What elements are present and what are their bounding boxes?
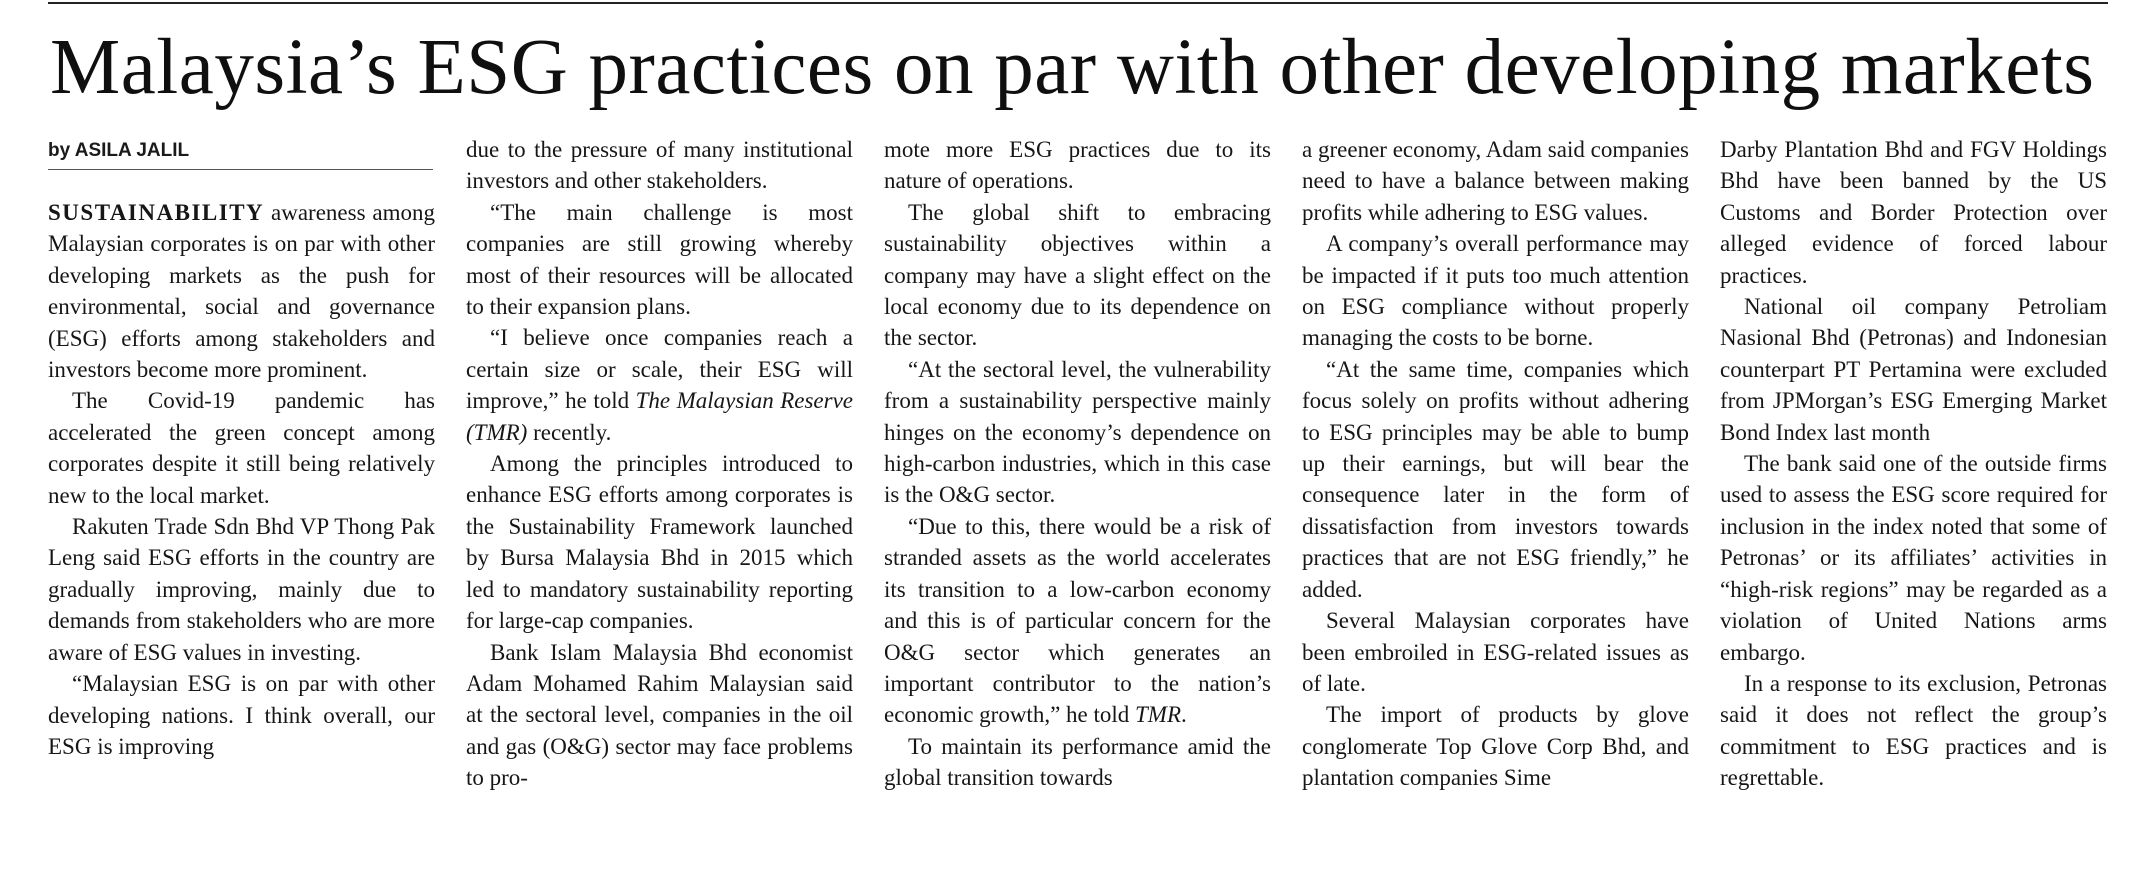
publication-name: The Malaysian Reserve (TMR) [466, 388, 853, 445]
lead-paragraph [48, 197, 435, 385]
byline: by ASILA JALIL [48, 140, 190, 161]
quote-tail: . [1181, 702, 1187, 728]
body-paragraph: The import of products by glove conglomerate Top Glove Corp Bhd, and plantation companies Sime [1302, 702, 1689, 791]
body-paragraph: a greener economy, Adam said companies need to have a balance between making profits while adhering to ESG values. [1302, 137, 1689, 225]
body-paragraph: “At the sectoral level, the vulnerability from a sustainability perspective mainly hinges on the economy’s dependence on high-carbon industries, which in this case is the O&G sector. [884, 356, 1271, 508]
body-paragraph: “Malaysian ESG is on par with other developing nations. I think overall, our ESG is improving [48, 671, 435, 759]
body-paragraph: “The main challenge is most companies are still growing whereby most of their resources will be allocated to their expansion plans. [466, 199, 853, 320]
article-column-2 [466, 134, 853, 794]
top-rule [48, 2, 2108, 4]
body-paragraph: Darby Plantation Bhd and FGV Holdings Bhd have been banned by the US Customs and Border Protection over alleged evidence of forced labour practices. [1720, 137, 2107, 288]
body-paragraph: mote more ESG practices due to its nature of operations. [884, 137, 1271, 194]
byline-rule [48, 169, 433, 170]
quote-text: “I believe once companies reach a certain size or scale, their ESG will improve,” he told [466, 325, 853, 414]
body-paragraph: In a response to its exclusion, Petronas said it does not reflect the group’s commitment to ESG practices and is regrettable. [1720, 670, 2107, 791]
body-paragraph: A company’s overall performance may be impacted if it puts too much attention on ESG compliance without properly managing the costs to be borne. [1302, 231, 1689, 351]
body-paragraph: Rakuten Trade Sdn Bhd VP Thong Pak Leng said ESG efforts in the country are gradually improving, mainly due to demands from stakeholders who are more aware of ESG values in investing. [48, 514, 435, 665]
body-paragraph: Several Malaysian corporates have been embroiled in ESG-related issues as of late. [1302, 608, 1689, 696]
article-column-5 [1720, 134, 2107, 794]
lead-word: SUSTAINABILITY [48, 200, 265, 225]
body-paragraph: National oil company Petroliam Nasional Bhd (Petronas) and Indonesian counterpart PT Pertamina were excluded from JPMorgan’s ESG Emerging Market Bond Index last month [1720, 294, 2107, 445]
publication-abbrev: TMR [1135, 702, 1182, 728]
body-paragraph: Among the principles introduced to enhance ESG efforts among corporates is the Sustainability Framework launched by Bursa Malaysia Bhd in 2015 which led to mandatory sustainability reporting for large-cap companies. [466, 451, 853, 634]
body-paragraph: The global shift to embracing sustainability objectives within a company may have a slight effect on the local economy due to its dependence on the sector. [884, 199, 1271, 351]
lead-paragraph-text: awareness among Malaysian corporates is on par with other developing markets as the push for environmental, social and governance (ESG) efforts among stakeholders and investors become more prominent. [48, 200, 435, 383]
body-paragraph [884, 511, 1271, 731]
headline: Malaysia’s ESG practices on par with other developing markets [50, 24, 2095, 111]
body-paragraph [466, 322, 853, 448]
body-paragraph: The bank said one of the outside firms used to assess the ESG score required for inclusion in the index noted that some of Petronas’ or its affiliates’ activities in “high-risk regions” may be regarded as a violation of United Nations arms embargo. [1720, 451, 2107, 665]
article-column-4 [1302, 134, 1689, 794]
body-paragraph: “At the same time, companies which focus solely on profits without adhering to ESG principles may be able to bump up their earnings, but will bear the consequence later in the form of dissatisfaction from investors towards practices that are not ESG friendly,” he added. [1302, 356, 1689, 602]
article-column-3 [884, 134, 1271, 794]
body-paragraph: due to the pressure of many institutional investors and other stakeholders. [466, 137, 853, 194]
quote-tail: recently. [527, 419, 612, 445]
quote-text: “Due to this, there would be a risk of stranded assets as the world accelerates its transition to a low-carbon economy and this is of particular concern for the O&G sector which generates an important contributor to the nation’s economic growth,” he told [884, 513, 1271, 728]
body-paragraph: Bank Islam Malaysia Bhd economist Adam Mohamed Rahim Malaysian said at the sectoral level, companies in the oil and gas (O&G) sector may face problems to pro- [466, 639, 853, 791]
body-paragraph: The Covid-19 pandemic has accelerated the green concept among corporates despite it still being relatively new to the local market. [48, 388, 435, 508]
article-column-1 [48, 197, 435, 762]
body-paragraph: To maintain its performance amid the global transition towards [884, 733, 1271, 791]
